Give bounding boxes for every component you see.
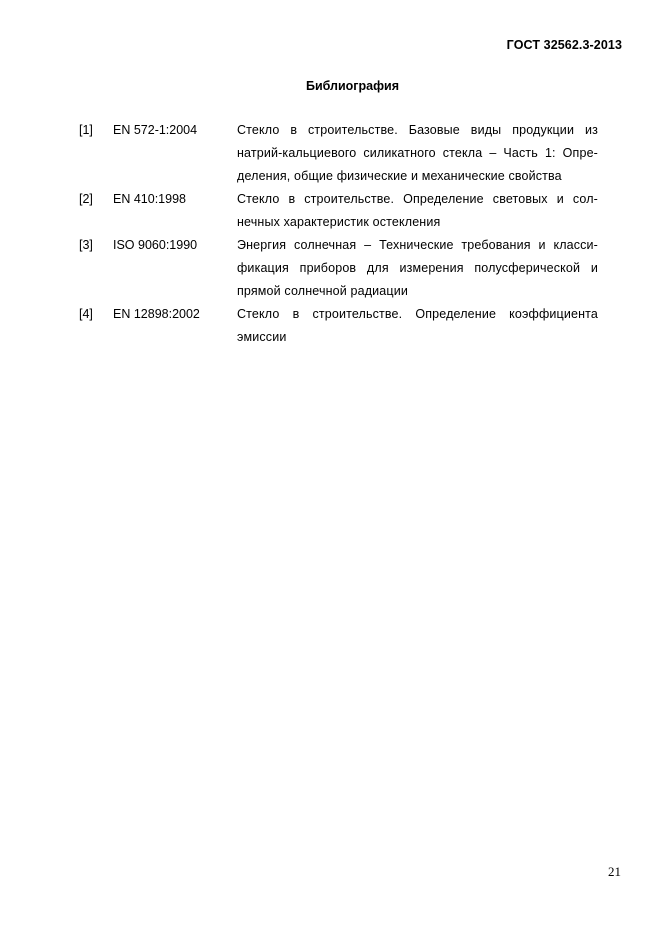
entry-index: [4]	[79, 307, 93, 321]
entry-description-line: натрий-кальциевого силикатного стекла – Часть 1: Опре-	[237, 146, 598, 160]
entry-index: [3]	[79, 238, 93, 252]
entry-description-line: Стекло в строительстве. Определение коэффициента	[237, 307, 598, 321]
page-number: 21	[608, 864, 621, 879]
entry-description-line: деления, общие физические и механические свойства	[237, 169, 562, 183]
entry-standard: EN 12898:2002	[113, 307, 200, 321]
entry-description	[237, 119, 598, 188]
bibliography-entry	[79, 188, 599, 234]
entry-description-line: нечных характеристик остекления	[237, 215, 441, 229]
document-code: ГОСТ 32562.3-2013	[506, 38, 622, 52]
page-title: Библиография	[305, 79, 400, 93]
entry-standard: EN 572-1:2004	[113, 123, 198, 137]
entry-description-line: Энергия солнечная – Технические требования и класси-	[237, 238, 598, 252]
entry-description-line: эмиссии	[237, 330, 287, 344]
entry-index: [2]	[79, 192, 93, 206]
entry-description-line: прямой солнечной радиации	[237, 284, 408, 298]
entry-description-line: Стекло в строительстве. Определение световых и сол-	[237, 192, 598, 206]
entry-description	[237, 188, 598, 234]
entry-standard: ISO 9060:1990	[113, 238, 198, 252]
entry-description	[237, 234, 598, 303]
entry-index: [1]	[79, 123, 93, 137]
bibliography-list	[79, 119, 599, 349]
entry-description-line: фикация приборов для измерения полусферической и	[237, 261, 598, 275]
bibliography-entry	[79, 303, 599, 349]
entry-standard: EN 410:1998	[113, 192, 186, 206]
bibliography-entry	[79, 119, 599, 188]
entry-description-line: Стекло в строительстве. Базовые виды продукции из	[237, 123, 598, 137]
entry-description	[237, 303, 598, 349]
bibliography-entry	[79, 234, 599, 303]
